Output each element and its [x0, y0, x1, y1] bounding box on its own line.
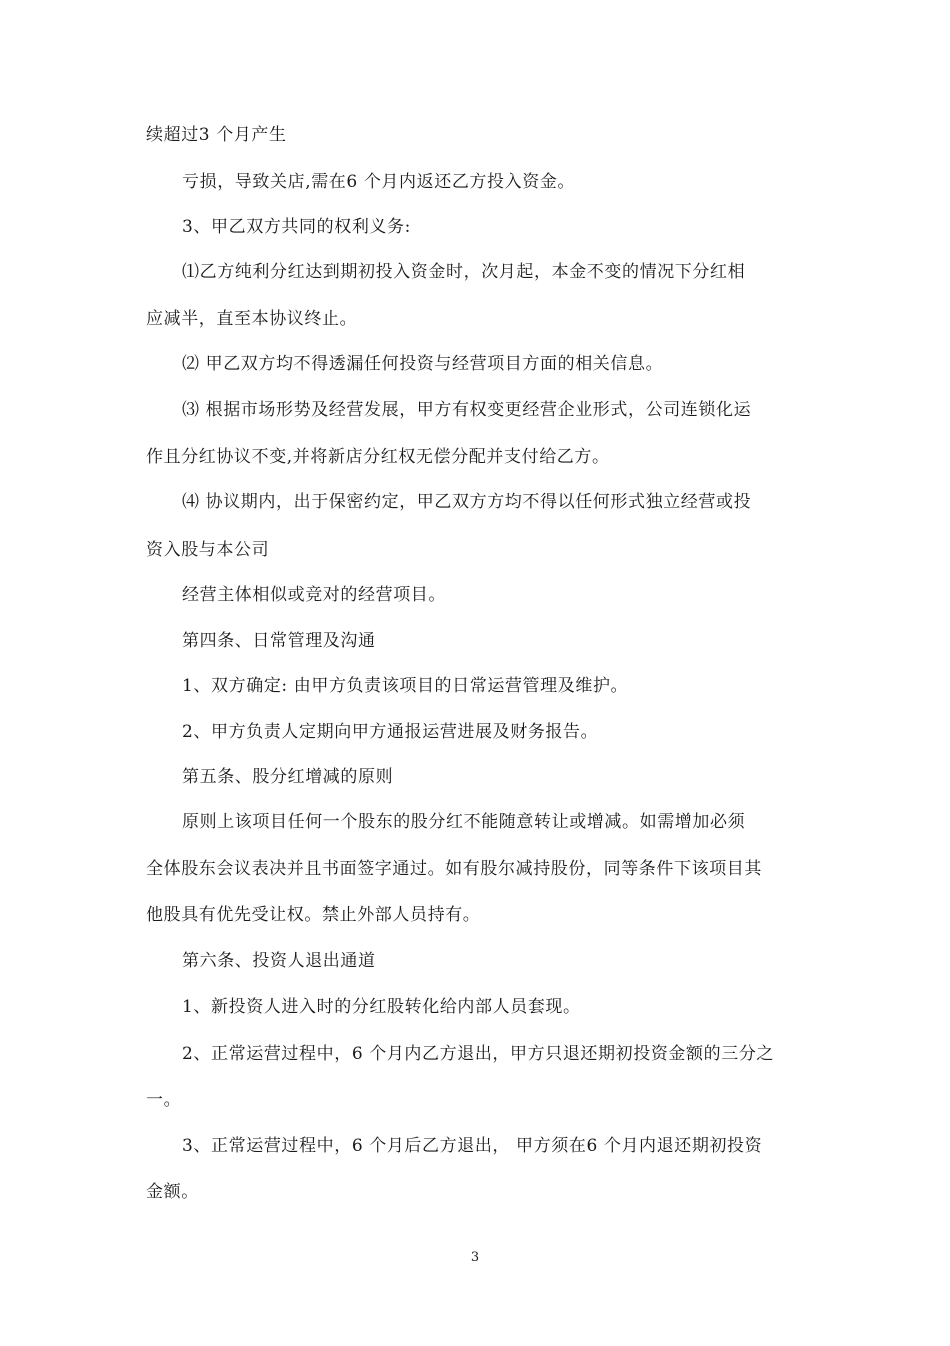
text-line: 经营主体相似或竞对的经营项目。: [182, 585, 446, 605]
text-line: 3、正常运营过程中，6 个月后乙方退出， 甲方须在6 个月内退还期初投资: [182, 1136, 763, 1156]
text-line: 一。: [146, 1090, 182, 1110]
text-line: 3、甲乙双方共同的权利义务:: [182, 217, 411, 237]
page-number: 3: [470, 1250, 480, 1265]
text-line: 1、双方确定: 由甲方负责该项目的日常运营管理及维护。: [182, 676, 629, 696]
text-line: 全体股东会议表决并且书面签字通过。如有股尔减持股份，同等条件下该项目其: [146, 859, 762, 879]
text-line: 2、甲方负责人定期向甲方通报运营进展及财务报告。: [182, 722, 599, 742]
text-line: 作且分红协议不变,并将新店分红权无偿分配并支付给乙方。: [146, 447, 610, 467]
section-heading: 第五条、股分红增减的原则: [182, 767, 394, 787]
text-line: 资入股与本公司: [146, 540, 270, 560]
text-line: 2、正常运营过程中，6 个月内乙方退出，甲方只退还期初投资金额的三分之: [182, 1044, 775, 1064]
text-line: 1、新投资人进入时的分红股转化给内部人员套现。: [182, 997, 581, 1017]
text-line: 应减半，直至本协议终止。: [146, 309, 358, 329]
text-line: 他股具有优先受让权。禁止外部人员持有。: [146, 905, 481, 925]
text-line: 原则上该项目任何一个股东的股分红不能随意转让或增减。如需增加必须: [182, 812, 746, 832]
section-heading: 第四条、日常管理及沟通: [182, 631, 376, 651]
text-line: ⑵ 甲乙双方均不得透漏任何投资与经营项目方面的相关信息。: [182, 354, 664, 374]
text-line: 亏损，导致关店,需在6 个月内返还乙方投入资金。: [182, 172, 576, 192]
text-line: ⑷ 协议期内，出于保密约定，甲乙双方方均不得以任何形式独立经营或投: [182, 492, 752, 512]
section-heading: 第六条、投资人退出通道: [182, 951, 376, 971]
text-line: ⑴乙方纯利分红达到期初投入资金时，次月起，本金不变的情况下分红相: [182, 262, 746, 282]
text-line: ⑶ 根据市场形势及经营发展，甲方有权变更经营企业形式，公司连锁化运: [182, 400, 752, 420]
text-line: 续超过3 个月产生: [146, 125, 287, 145]
text-line: 金额。: [146, 1182, 199, 1202]
